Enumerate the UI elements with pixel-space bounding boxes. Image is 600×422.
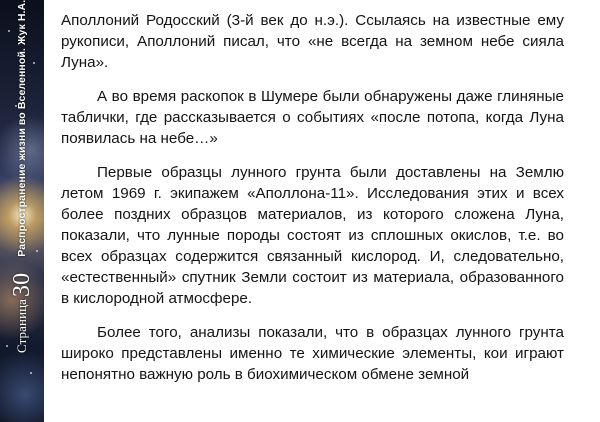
paragraph: Первые образцы лунного грунта были доставлены на Землю летом 1969 г. экипажем «Аполлона-11». Исследования этих и всех более поздних образцов материалов, из которого сложена Луна, показали, что лунные породы состоят из сплошных окислов, т.е. во всех образцах содержится связанный кислород. И, следовательно, «естественный» спутник Земли состоит из материала, образованного в кислородной атмосфере. [61,164,564,307]
paragraph: Аполлоний Родосский (3-й век до н.э.). Ссылаясь на известные ему рукописи, Аполлоний писал, что «не всегда на земном небе сияла Луна». [61,12,564,71]
document-body [61,10,564,398]
sidebar-vertical-text [3,0,41,422]
page-number: 30 [8,273,35,298]
sidebar-space-image [0,0,44,422]
page-label: Страница [13,299,29,354]
book-title: Распространение жизни во Вселенной. Жук Н.А. [15,0,28,257]
paragraph: А во время раскопок в Шумере были обнаружены даже глиняные таблички, где рассказывается о событиях «после потопа, когда Луна появилась на небе…» [61,88,564,147]
sidebar-text-column [9,0,36,410]
paragraph: Более того, анализы показали, что в образцах лунного грунта широко представлены именно те химические элементы, кои играют непонятно важную роль в биохимическом обмене земной [61,324,564,383]
